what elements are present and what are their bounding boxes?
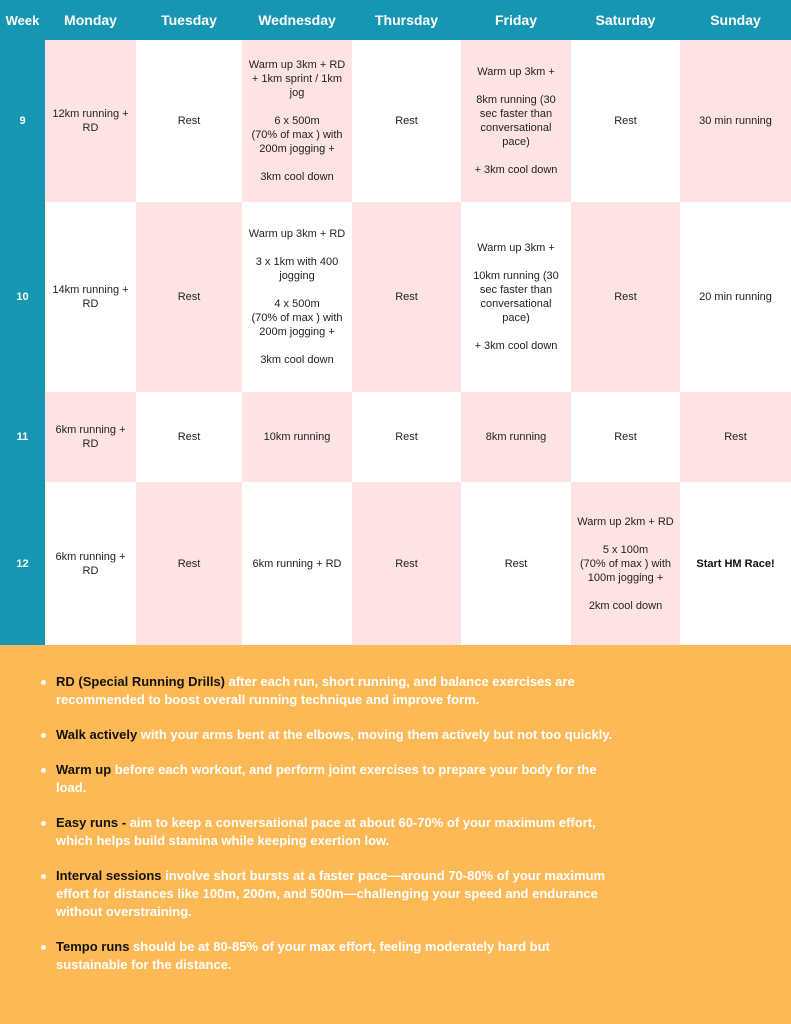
note-key: RD (Special Running Drills): [56, 674, 226, 689]
thursday-cell: Rest: [352, 392, 461, 482]
monday-cell: 14km running + RD: [45, 202, 136, 392]
week-row-12: [0, 482, 791, 645]
saturday-cell: Rest: [571, 202, 680, 392]
friday-cell: Warm up 3km + 8km running (30 sec faster than conversational pace) + 3km cool down: [461, 40, 571, 202]
note-text: before each workout, and perform joint exercises to prepare your body for the load.: [56, 762, 597, 795]
wednesday-cell: Warm up 3km + RD 3 x 1km with 400 jogging 4 x 500m (70% of max ) with 200m jogging + 3km cool down: [242, 202, 352, 392]
tuesday-cell: Rest: [136, 392, 242, 482]
note-key: Warm up: [56, 762, 112, 777]
header-saturday: Saturday: [571, 0, 680, 40]
thursday-cell: Rest: [352, 40, 461, 202]
wednesday-cell: 6km running + RD: [242, 482, 352, 645]
header-week: Week: [0, 0, 45, 40]
saturday-cell: Rest: [571, 40, 680, 202]
bullet-dot-icon: [41, 874, 46, 879]
bullet-dot-icon: [41, 821, 46, 826]
header-monday: Monday: [45, 0, 136, 40]
note-item: [56, 761, 616, 797]
note-key: Walk actively: [56, 727, 138, 742]
week-number: 12: [0, 482, 45, 645]
note-item: [56, 867, 616, 921]
bullet-dot-icon: [41, 680, 46, 685]
note-item: [56, 673, 616, 709]
wednesday-cell: 10km running: [242, 392, 352, 482]
wednesday-cell: Warm up 3km + RD + 1km sprint / 1km jog 6 x 500m (70% of max ) with 200m jogging + 3km cool down: [242, 40, 352, 202]
note-item: [56, 938, 616, 974]
note-text: with your arms bent at the elbows, moving them actively but not too quickly.: [137, 727, 613, 742]
friday-cell: Warm up 3km + 10km running (30 sec faster than conversational pace) + 3km cool down: [461, 202, 571, 392]
week-number: 10: [0, 202, 45, 392]
saturday-cell: Rest: [571, 392, 680, 482]
note-item: [56, 726, 616, 744]
sunday-cell: Rest: [680, 392, 791, 482]
week-row-9: [0, 40, 791, 202]
week-number: 9: [0, 40, 45, 202]
note-key: Interval sessions: [56, 868, 162, 883]
note-text: after each run, short running, and balance exercises are recommended to boost overall running technique and improve form.: [56, 674, 575, 707]
header-sunday: Sunday: [680, 0, 791, 40]
thursday-cell: Rest: [352, 482, 461, 645]
header-wednesday: Wednesday: [242, 0, 352, 40]
monday-cell: 6km running + RD: [45, 392, 136, 482]
week-number: 11: [0, 392, 45, 482]
week-row-10: [0, 202, 791, 392]
header-friday: Friday: [461, 0, 571, 40]
note-item: [56, 814, 616, 850]
note-text: should be at 80-85% of your max effort, feeling moderately hard but sustainable for the distance.: [56, 939, 550, 972]
notes-list: [0, 645, 616, 974]
header-thursday: Thursday: [352, 0, 461, 40]
header-tuesday: Tuesday: [136, 0, 242, 40]
bullet-dot-icon: [41, 945, 46, 950]
note-key: Tempo runs: [56, 939, 130, 954]
note-text: aim to keep a conversational pace at about 60-70% of your maximum effort, which helps build stamina while keeping exertion low.: [56, 815, 596, 848]
tuesday-cell: Rest: [136, 40, 242, 202]
note-key: Easy runs -: [56, 815, 127, 830]
thursday-cell: Rest: [352, 202, 461, 392]
monday-cell: 6km running + RD: [45, 482, 136, 645]
saturday-cell: Warm up 2km + RD 5 x 100m (70% of max ) with 100m jogging + 2km cool down: [571, 482, 680, 645]
week-row-11: [0, 392, 791, 482]
sunday-cell: 30 min running: [680, 40, 791, 202]
monday-cell: 12km running + RD: [45, 40, 136, 202]
note-text: involve short bursts at a faster pace—around 70-80% of your maximum effort for distances like 100m, 200m, and 500m—challenging your speed and endurance without overstraining.: [56, 868, 606, 919]
tuesday-cell: Rest: [136, 482, 242, 645]
sunday-cell-race-day: Start HM Race!: [680, 482, 791, 645]
bullet-dot-icon: [41, 733, 46, 738]
bullet-dot-icon: [41, 768, 46, 773]
friday-cell: Rest: [461, 482, 571, 645]
friday-cell: 8km running: [461, 392, 571, 482]
training-notes-panel: [0, 645, 791, 1024]
header-row: [0, 0, 791, 40]
sunday-cell: 20 min running: [680, 202, 791, 392]
tuesday-cell: Rest: [136, 202, 242, 392]
